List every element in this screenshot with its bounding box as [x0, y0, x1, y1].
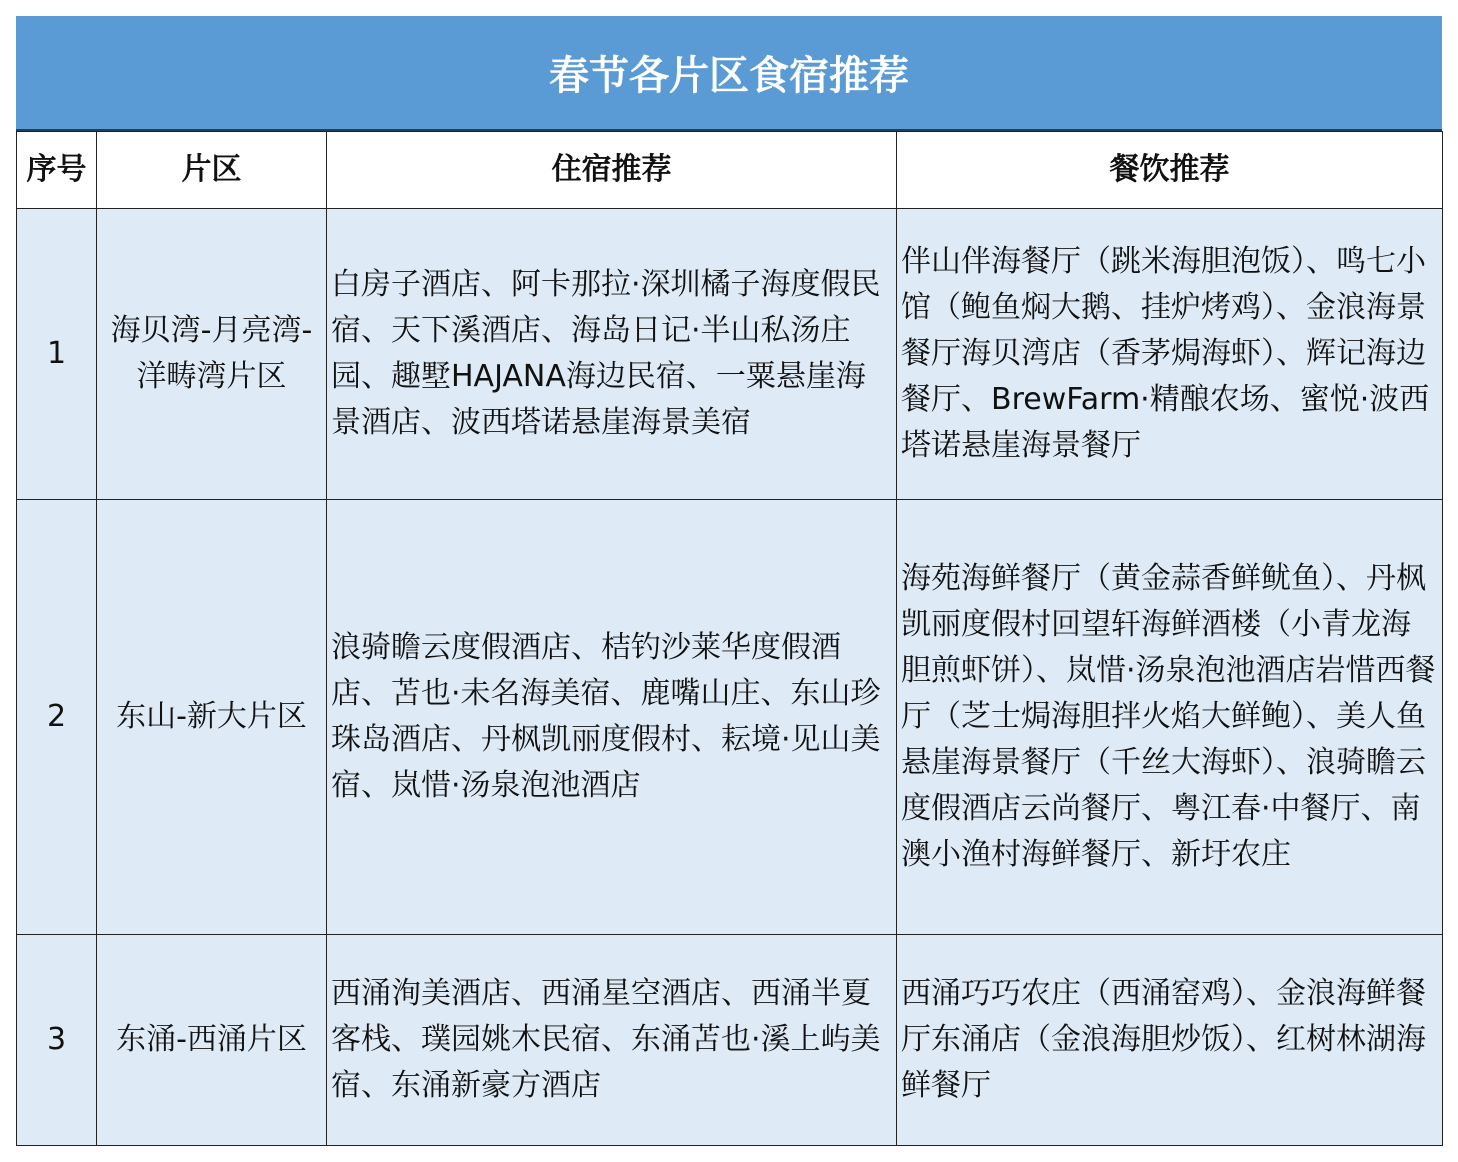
table-row	[17, 935, 1443, 1146]
row-lodging: 西涌洵美酒店、西涌星空酒店、西涌半夏客栈、璞园姚木民宿、东涌苫也·溪上屿美宿、东涌新豪方酒店	[327, 935, 897, 1146]
table-title: 春节各片区食宿推荐	[16, 16, 1442, 131]
row-dining: 海苑海鲜餐厅（黄金蒜香鲜鱿鱼）、丹枫凯丽度假村回望轩海鲜酒楼（小青龙海胆煎虾饼）、岚惜·汤泉泡池酒店岩惜西餐厅（芝士焗海胆拌火焰大鲜鲍）、美人鱼悬崖海景餐厅（千丝大海虾）、浪骑瞻云度假酒店云尚餐厅、粤江春·中餐厅、南澳小渔村海鲜餐厅、新圩农庄	[897, 500, 1443, 935]
row-area: 东涌-西涌片区	[97, 935, 327, 1146]
row-lodging: 浪骑瞻云度假酒店、桔钓沙莱华度假酒店、苫也·未名海美宿、鹿嘴山庄、东山珍珠岛酒店、丹枫凯丽度假村、耘境·见山美宿、岚惜·汤泉泡池酒店	[327, 500, 897, 935]
recommendation-table	[16, 16, 1442, 1146]
row-dining: 伴山伴海餐厅（跳米海胆泡饭）、鸣七小馆（鲍鱼焖大鹅、挂炉烤鸡）、金浪海景餐厅海贝湾店（香茅焗海虾）、辉记海边餐厅、BrewFarm·精酿农场、蜜悦·波西塔诺悬崖海景餐厅	[897, 209, 1443, 500]
header-dining: 餐饮推荐	[897, 132, 1443, 209]
table-row	[17, 209, 1443, 500]
header-area: 片区	[97, 132, 327, 209]
header-row	[17, 132, 1443, 209]
row-no: 1	[17, 209, 97, 500]
table-row	[17, 500, 1443, 935]
row-no: 2	[17, 500, 97, 935]
row-no: 3	[17, 935, 97, 1146]
row-area: 东山-新大片区	[97, 500, 327, 935]
row-area: 海贝湾-月亮湾-洋畴湾片区	[97, 209, 327, 500]
header-no: 序号	[17, 132, 97, 209]
row-dining: 西涌巧巧农庄（西涌窑鸡）、金浪海鲜餐厅东涌店（金浪海胆炒饭）、红树林湖海鲜餐厅	[897, 935, 1443, 1146]
row-lodging: 白房子酒店、阿卡那拉·深圳橘子海度假民宿、天下溪酒店、海岛日记·半山私汤庄园、趣墅HAJANA海边民宿、一粟悬崖海景酒店、波西塔诺悬崖海景美宿	[327, 209, 897, 500]
header-lodging: 住宿推荐	[327, 132, 897, 209]
